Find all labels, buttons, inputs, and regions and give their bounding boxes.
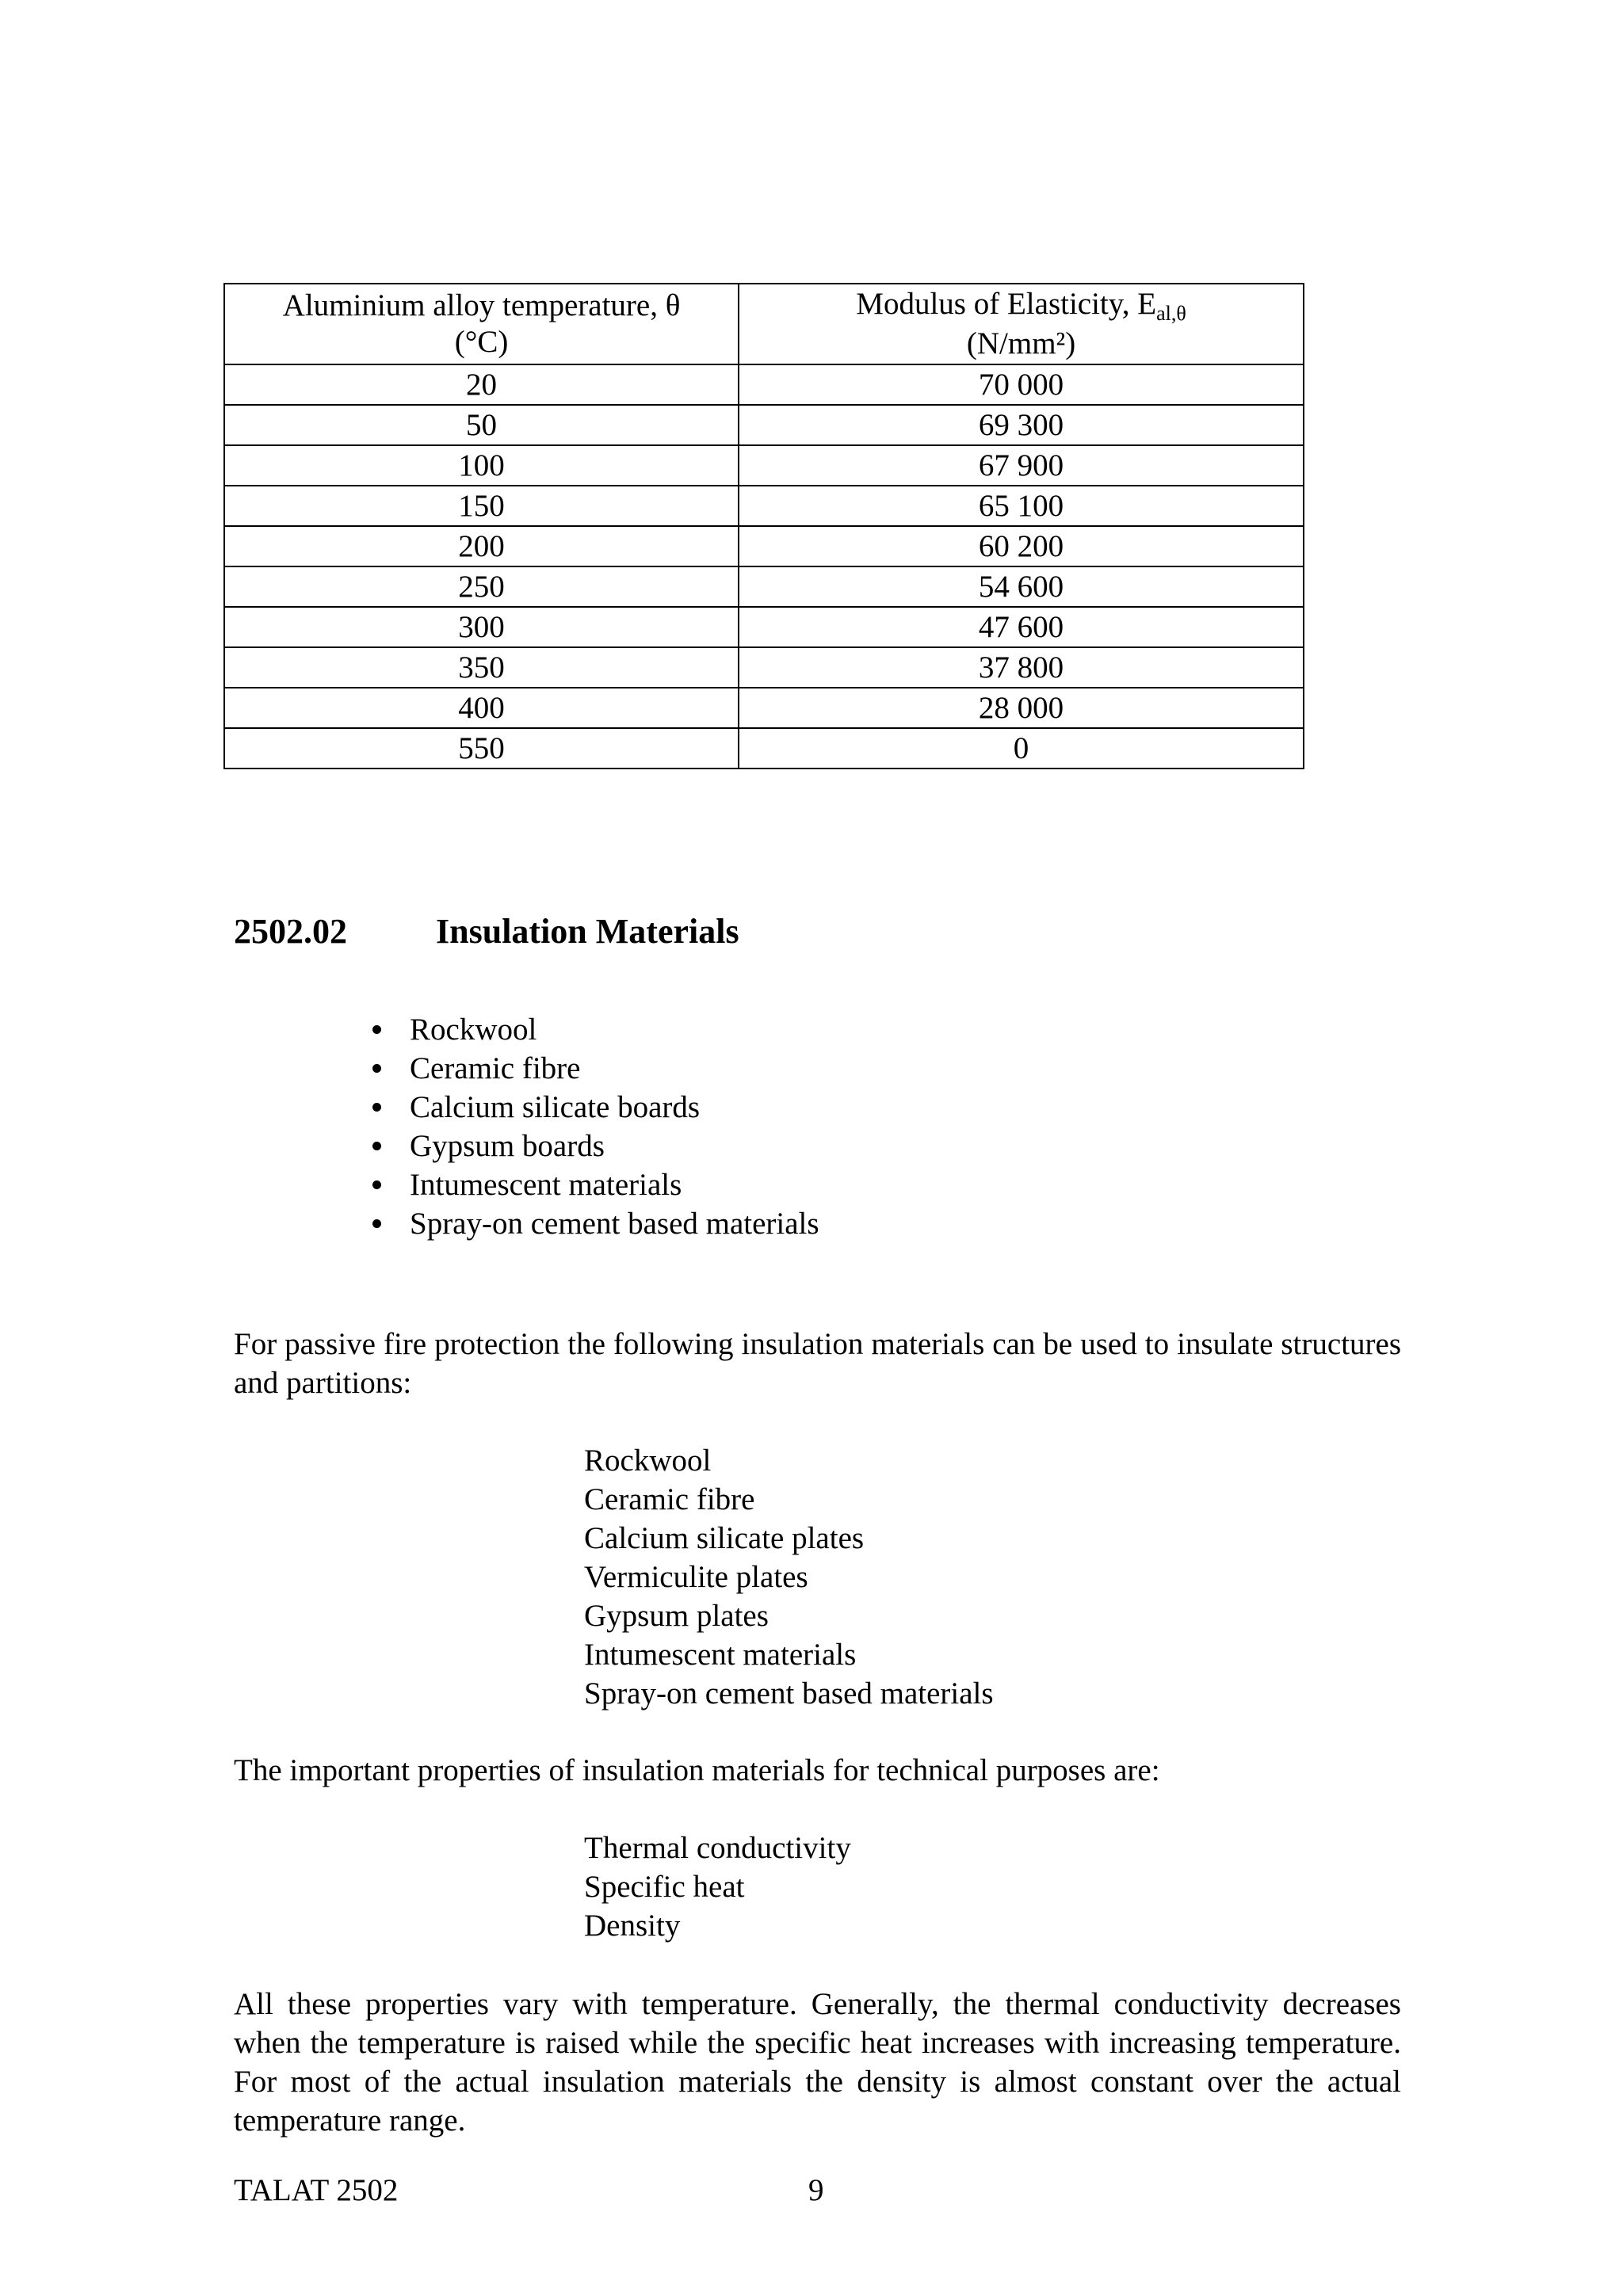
list-item-text: Rockwool (410, 1013, 537, 1047)
list-item (365, 1049, 819, 1088)
bullet-icon (372, 1064, 381, 1073)
table-row (224, 566, 1304, 607)
table-row (224, 486, 1304, 526)
list-item: Density (584, 1909, 681, 1943)
cell-temperature: 50 (224, 405, 739, 445)
paragraph-temperature-variation: All these properties vary with temperature. Generally, the thermal conductivity decreases when the temperature is raised while the specific heat increases with increasing temperature. For most of the actual insulation materials the density is almost constant over the actual temperature range. (234, 1987, 1401, 2138)
cell-temperature: 300 (224, 607, 739, 647)
header-temperature-unit: (°C) (454, 325, 509, 359)
footer-document-id: TALAT 2502 (234, 2173, 399, 2207)
list-item: Ceramic fibre (584, 1482, 755, 1516)
header-temperature (224, 284, 739, 364)
section-title: Insulation Materials (436, 912, 739, 951)
list-item: Thermal conductivity (584, 1831, 851, 1865)
cell-modulus: 65 100 (739, 486, 1304, 526)
list-item: Rockwool (584, 1444, 712, 1478)
cell-modulus: 37 800 (739, 647, 1304, 688)
cell-modulus: 0 (739, 728, 1304, 769)
cell-temperature: 100 (224, 445, 739, 486)
cell-temperature: 250 (224, 566, 739, 607)
list-item: Calcium silicate plates (584, 1521, 865, 1555)
list-item: Vermiculite plates (584, 1560, 808, 1594)
header-modulus-subscript: al,θ (1156, 302, 1186, 325)
table-row (224, 688, 1304, 728)
list-item (365, 1010, 819, 1049)
paragraph-important-properties: The important properties of insulation materials for technical purposes are: (234, 1753, 1160, 1787)
table-row (224, 607, 1304, 647)
list-item-text: Ceramic fibre (410, 1051, 581, 1085)
table-row (224, 445, 1304, 486)
cell-modulus: 28 000 (739, 688, 1304, 728)
table-row (224, 364, 1304, 405)
list-item-text: Intumescent materials (410, 1168, 682, 1202)
header-temperature-label: Aluminium alloy temperature, θ (282, 288, 681, 322)
bullet-icon (372, 1219, 381, 1228)
list-item-text: Calcium silicate boards (410, 1090, 701, 1124)
properties-list (584, 1829, 851, 1945)
list-item (365, 1127, 819, 1165)
paragraph-passive-fire-protection: For passive fire protection the following insulation materials can be used to insulate structures and partitions: (234, 1327, 1401, 1400)
list-item: Spray-on cement based materials (584, 1676, 994, 1711)
list-item (365, 1088, 819, 1127)
cell-temperature: 200 (224, 526, 739, 566)
header-modulus-unit: (N/mm²) (966, 326, 1076, 360)
header-modulus (739, 284, 1304, 364)
table-row (224, 647, 1304, 688)
cell-temperature: 550 (224, 728, 739, 769)
table-header-row (224, 284, 1304, 364)
footer-page-number: 9 (808, 2173, 824, 2207)
list-item (365, 1165, 819, 1204)
list-item (365, 1204, 819, 1243)
bullet-icon (372, 1142, 381, 1150)
materials-list (584, 1441, 994, 1713)
cell-temperature: 400 (224, 688, 739, 728)
cell-modulus: 60 200 (739, 526, 1304, 566)
section-heading (234, 910, 739, 954)
list-item: Intumescent materials (584, 1638, 857, 1672)
cell-modulus: 69 300 (739, 405, 1304, 445)
bullet-icon (372, 1103, 381, 1112)
list-item-text: Gypsum boards (410, 1129, 605, 1163)
bullet-icon (372, 1025, 381, 1034)
header-modulus-label: Modulus of Elasticity, E (856, 287, 1157, 321)
list-item: Specific heat (584, 1870, 745, 1904)
cell-modulus: 47 600 (739, 607, 1304, 647)
insulation-bullet-list (365, 1010, 819, 1243)
cell-modulus: 70 000 (739, 364, 1304, 405)
table-row (224, 728, 1304, 769)
list-item: Gypsum plates (584, 1599, 769, 1633)
section-number: 2502.02 (234, 912, 347, 951)
cell-temperature: 350 (224, 647, 739, 688)
cell-modulus: 67 900 (739, 445, 1304, 486)
bullet-icon (372, 1180, 381, 1189)
cell-temperature: 20 (224, 364, 739, 405)
table-row (224, 526, 1304, 566)
cell-temperature: 150 (224, 486, 739, 526)
modulus-of-elasticity-table (223, 283, 1304, 769)
table-row (224, 405, 1304, 445)
cell-modulus: 54 600 (739, 566, 1304, 607)
list-item-text: Spray-on cement based materials (410, 1207, 819, 1241)
